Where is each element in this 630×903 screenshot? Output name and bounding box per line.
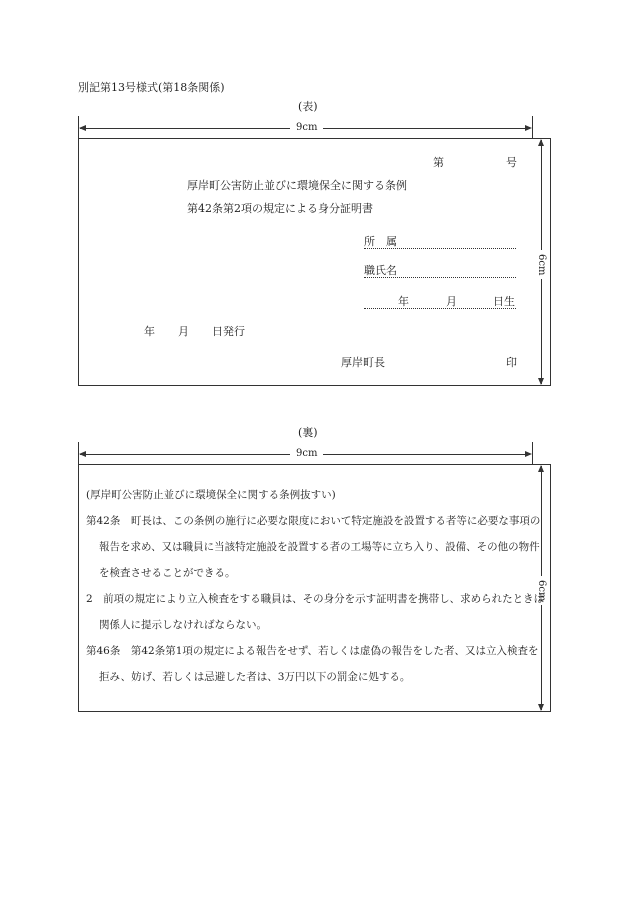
back-height-arrow-down bbox=[538, 704, 544, 711]
back-width-ext-right bbox=[532, 442, 533, 464]
certificate-number-prefix: 第 bbox=[433, 156, 444, 169]
affiliation-dotted-line bbox=[364, 248, 516, 249]
issue-month-label: 月 bbox=[178, 325, 189, 338]
certificate-number-suffix: 号 bbox=[506, 156, 517, 169]
issue-day-label: 日発行 bbox=[212, 325, 245, 338]
issuer-name: 厚岸町長 bbox=[341, 356, 385, 369]
birthdate-dotted-line bbox=[364, 308, 516, 309]
front-width-label: 9cm bbox=[290, 123, 323, 133]
front-side-label: (表) bbox=[298, 100, 318, 113]
birth-year-label: 年 bbox=[398, 295, 409, 308]
form-title: 別記第13号様式(第18条関係) bbox=[78, 81, 225, 94]
seal-mark: 印 bbox=[506, 356, 517, 369]
article-42-paragraph-2: 2 前項の規定により立入検査をする職員は、その身分を示す証明書を携帯し、求められたときは関係人に提示しなければならない。 bbox=[86, 593, 545, 631]
name-label: 職氏名 bbox=[364, 264, 397, 277]
birth-month-label: 月 bbox=[446, 295, 457, 308]
front-width-ext-right bbox=[532, 116, 533, 138]
back-height-label: 6cm bbox=[536, 576, 546, 605]
front-card bbox=[78, 138, 551, 386]
name-dotted-line bbox=[364, 277, 516, 278]
back-width-label: 9cm bbox=[290, 449, 323, 459]
back-height-arrow-up bbox=[538, 465, 544, 472]
excerpt-heading: (厚岸町公害防止並びに環境保全に関する条例抜すい) bbox=[86, 489, 336, 501]
article-42: 第42条 町長は、この条例の施行に必要な限度において特定施設を設置する者等に必要な事項の報告を求め、又は職員に当該特定施設を設置する者の工場等に立ち入り、設備、その他の物件を検査させることができる。 bbox=[86, 515, 541, 579]
article-46: 第46条 第42条第1項の規定による報告をせず、若しくは虚偽の報告をした者、又は立入検査を拒み、妨げ、若しくは忌避した者は、3万円以下の罰金に処する。 bbox=[86, 645, 539, 683]
front-width-arrow-left bbox=[79, 125, 86, 131]
back-width-arrow-left bbox=[79, 451, 86, 457]
affiliation-label: 所 属 bbox=[364, 235, 397, 248]
front-height-arrow-up bbox=[538, 139, 544, 146]
back-width-arrow-right bbox=[525, 451, 532, 457]
back-side-label: (裏) bbox=[298, 426, 318, 439]
issue-year-label: 年 bbox=[144, 325, 155, 338]
front-height-label: 6cm bbox=[536, 250, 546, 279]
birth-day-label: 日生 bbox=[493, 295, 515, 308]
certificate-title: 第42条第2項の規定による身分証明書 bbox=[187, 202, 373, 215]
ordinance-name: 厚岸町公害防止並びに環境保全に関する条例 bbox=[187, 179, 407, 192]
front-width-arrow-right bbox=[525, 125, 532, 131]
front-height-arrow-down bbox=[538, 378, 544, 385]
